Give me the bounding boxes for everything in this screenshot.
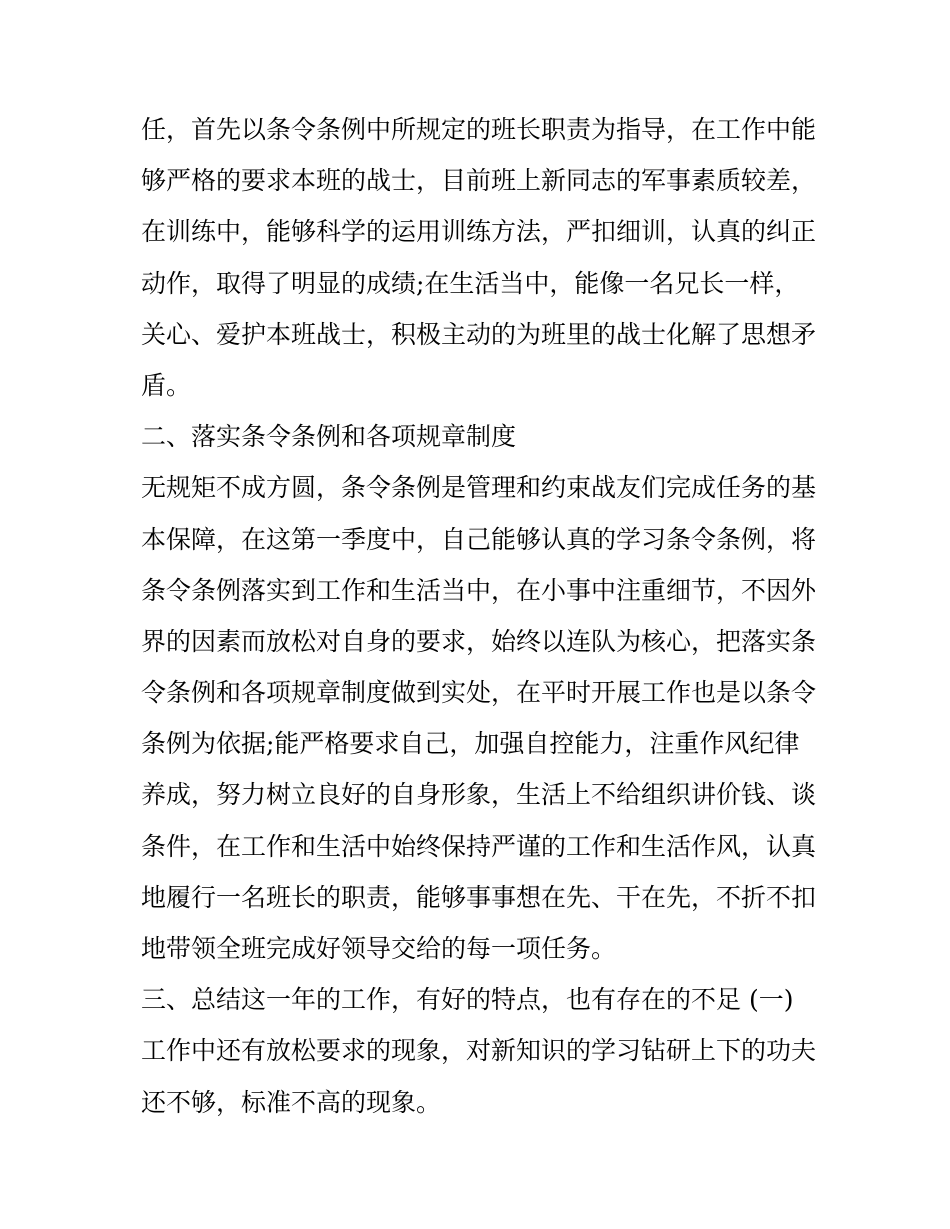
body-line: 关心、爱护本班战士，积极主动的为班里的战士化解了思想矛 bbox=[141, 319, 817, 349]
body-line: 令条例和各项规章制度做到实处，在平时开展工作也是以条令 bbox=[141, 678, 817, 708]
body-line: 本保障，在这第一季度中，自己能够认真的学习条令条例，将 bbox=[141, 524, 817, 554]
body-line: 还不够，标准不高的现象。 bbox=[141, 1087, 442, 1117]
body-line: 盾。 bbox=[141, 370, 192, 400]
body-line: 地履行一名班长的职责，能够事事想在先、干在先，不折不扣 bbox=[141, 882, 817, 912]
section-heading: 二、落实条令条例和各项规章制度 bbox=[141, 422, 517, 452]
body-line: 够严格的要求本班的战士，目前班上新同志的军事素质较差， bbox=[141, 166, 817, 196]
body-line: 界的因素而放松对自身的要求，始终以连队为核心，把落实条 bbox=[141, 626, 817, 656]
document-body bbox=[141, 104, 821, 1128]
body-line: 无规矩不成方圆，条令条例是管理和约束战友们完成任务的基 bbox=[141, 473, 817, 503]
body-line: 任，首先以条令条例中所规定的班长职责为指导，在工作中能 bbox=[141, 115, 817, 144]
body-line: 养成，努力树立良好的自身形象，生活上不给组织讲价钱、谈 bbox=[141, 780, 817, 810]
body-line: 条例为依据;能严格要求自己，加强自控能力，注重作风纪律 bbox=[141, 729, 800, 759]
body-line: 条令条例落实到工作和生活当中，在小事中注重细节，不因外 bbox=[141, 575, 817, 605]
body-line: 在训练中，能够科学的运用训练方法，严扣细训，认真的纠正 bbox=[141, 217, 817, 247]
section-heading: 三、总结这一年的工作，有好的特点，也有存在的不足 (一) bbox=[141, 985, 794, 1015]
body-line: 条件，在工作和生活中始终保持严谨的工作和生活作风，认真 bbox=[141, 831, 817, 861]
body-line: 工作中还有放松要求的现象，对新知识的学习钻研上下的功夫 bbox=[141, 1036, 817, 1066]
body-line: 地带领全班完成好领导交给的每一项任务。 bbox=[141, 934, 617, 963]
body-line: 动作，取得了明显的成绩;在生活当中，能像一名兄长一样， bbox=[141, 268, 800, 298]
